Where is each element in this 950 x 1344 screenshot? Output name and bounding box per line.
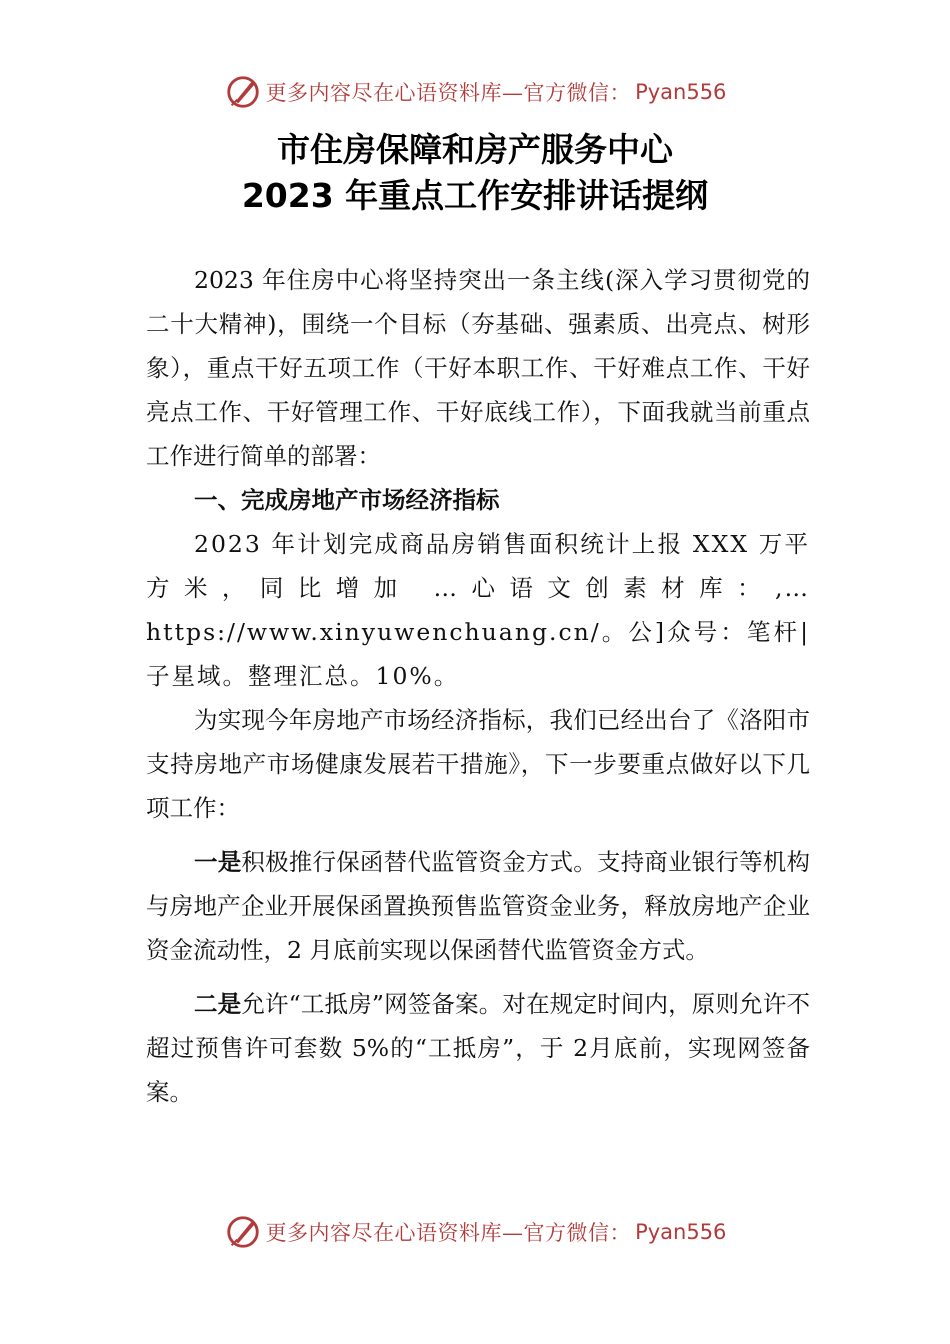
banner-wechat-id: Pyan556 bbox=[635, 1220, 727, 1244]
item-1-text: 积极推行保函替代监管资金方式。支持商业银行等机构与房地产企业开展保函置换预售监管资金业务，释放房地产企业资金流动性，2 月底前实现以保函替代监管资金方式。 bbox=[146, 848, 811, 964]
measures-paragraph: 为实现今年房地产市场经济指标，我们已经出台了《洛阳市支持房地产市场健康发展若干措施》，下一步要重点做好以下几项工作： bbox=[146, 706, 810, 822]
item-2-paragraph bbox=[146, 982, 810, 1114]
document-title-line-1: 市住房保障和房产服务中心 bbox=[277, 130, 673, 169]
document-title-line-2: 2023 年重点工作安排讲话提纲 bbox=[241, 176, 709, 215]
banner-text: 更多内容尽在心语资料库—官方微信： bbox=[265, 81, 632, 105]
item-1-paragraph bbox=[146, 840, 810, 972]
item-2-text: 允许“工抵房”网签备案。对在规定时间内，原则允许不超过预售许可套数 5%的“工抵房”，于 2月底前，实现网签备案。 bbox=[146, 990, 810, 1106]
banner-wechat-id: Pyan556 bbox=[635, 80, 727, 104]
document-body bbox=[146, 258, 810, 1114]
header-watermark-banner bbox=[0, 70, 950, 114]
pen-logo-icon bbox=[224, 73, 262, 111]
section-1-heading: 一、完成房地产市场经济指标 bbox=[194, 486, 500, 514]
target-paragraph: 2023 年计划完成商品房销售面积统计上报 XXX 万平方米，同比增加 …心语文创素材库：,…https://www.xinyuwenchuang.cn/。公]众号：笔杆|子星域。整理汇总。10%。 bbox=[146, 530, 810, 690]
intro-paragraph: 2023 年住房中心将坚持突出一条主线(深入学习贯彻党的二十大精神)，围绕一个目标（夯基础、强素质、出亮点、树形象），重点干好五项工作（干好本职工作、干好难点工作、干好亮点工作、干好管理工作、干好底线工作），下面我就当前重点工作进行简单的部署： bbox=[146, 266, 810, 470]
item-2-lead: 二是 bbox=[194, 990, 242, 1018]
pen-logo-icon bbox=[224, 1213, 262, 1251]
footer-watermark-banner bbox=[0, 1210, 950, 1254]
banner-text: 更多内容尽在心语资料库—官方微信： bbox=[265, 1221, 632, 1245]
item-1-lead: 一是 bbox=[194, 848, 242, 876]
